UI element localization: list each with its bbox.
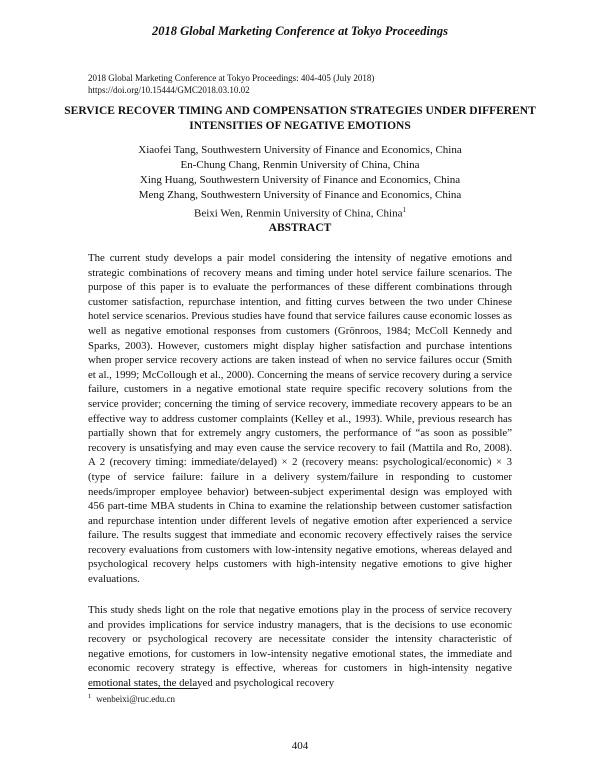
paper-title: SERVICE RECOVER TIMING AND COMPENSATION STRATEGIES UNDER DIFFERENT INTENSITIES OF NEGATIVE EMOTIONS [64, 105, 536, 132]
footnote [88, 693, 175, 704]
author-text: Beixi Wen, Renmin University of China, China [193, 207, 403, 220]
citation-block [88, 72, 374, 96]
author-line [0, 203, 600, 222]
abstract-heading: ABSTRACT [268, 222, 332, 234]
author-line: En-Chung Chang, Renmin University of China, China [180, 159, 420, 171]
footnote-email[interactable]: wenbeixi@ruc.edu.cn [96, 694, 176, 704]
author-list [0, 143, 600, 222]
citation-line: 2018 Global Marketing Conference at Tokyo Proceedings: 404-405 (July 2018) [88, 73, 375, 83]
footnote-marker: 1 [402, 206, 406, 214]
footnote-number: 1 [88, 693, 92, 700]
author-line: Xiaofei Tang, Southwestern University of Finance and Economics, China [138, 144, 462, 156]
page-number: 404 [291, 740, 309, 752]
footnote-divider [88, 688, 198, 689]
running-header: 2018 Global Marketing Conference at Tokyo Proceedings [151, 24, 449, 38]
doi-link[interactable]: https://doi.org/10.15444/GMC2018.03.10.02 [88, 85, 250, 95]
abstract-paragraph: The current study develops a pair model considering the intensity of negative emotions and strategic combinations of recovery means and timing under hotel service failure scenarios. The purpose of this paper is to evaluate the performances of these different combinations through customer satisfaction, repurchase intention, and fitting curves between the two under Chinese hotel service scenarios. Previous studies have found that service failures cause economic losses as well as negative emotional responses from customers (Grönroos, 1984; McColl Kennedy and Sparks, 2003). However, customers might display higher satisfaction and purchase intentions when proper service recovery actions are taken instead of when no service failures occur (Smith et al., 1999; McCollough et al., 2000). Concerning the means of service recovery during a service failure, customers in a negative emotional state require specific recovery solutions from the service provider; concerning the timing of service recovery, immediate recovery appears to be an effective way to address customer complaints (Kelley et al., 1993). While, previous research has partially shown that for extremely angry customers, the performance of “as soon as possible” recovery is unsatisfying and may even cause the service recovery to fail (Mattila and Ro, 2008). A 2 (recovery timing: immediate/delayed) × 2 (recovery means: psychological/economic) × 3 (type of service failure: failure in a delivery system/failure in responding to customer needs/improper employee behavior) between-subject experimental design was employed with 456 part-time MBA students in China to examine the relationship between customer satisfaction and repurchase intention under different levels of negative emotion after experienced a service failure. The results suggest that immediate and economic recovery effectively raises the service recovery evaluations from customers with low-intensity negative emotions, whereas delayed and psychological recovery helps customers with high-intensity negative emotions to give higher evaluations. [88, 252, 512, 586]
author-line: Xing Huang, Southwestern University of Finance and Economics, China [139, 174, 461, 186]
abstract-paragraph: This study sheds light on the role that negative emotions play in the process of service recovery and provides implications for service industry managers, that is the decisions to use economic recovery or psychological recovery are necessitate consider the intensity characteristic of negative emotions, for customers in low-intensity negative emotional states, the immediate and economic recovery strategy is effective, whereas for customers in high-intensity negative emotional states, the delayed and psychological recovery [88, 604, 512, 689]
author-line: Meng Zhang, Southwestern University of Finance and Economics, China [138, 189, 462, 201]
